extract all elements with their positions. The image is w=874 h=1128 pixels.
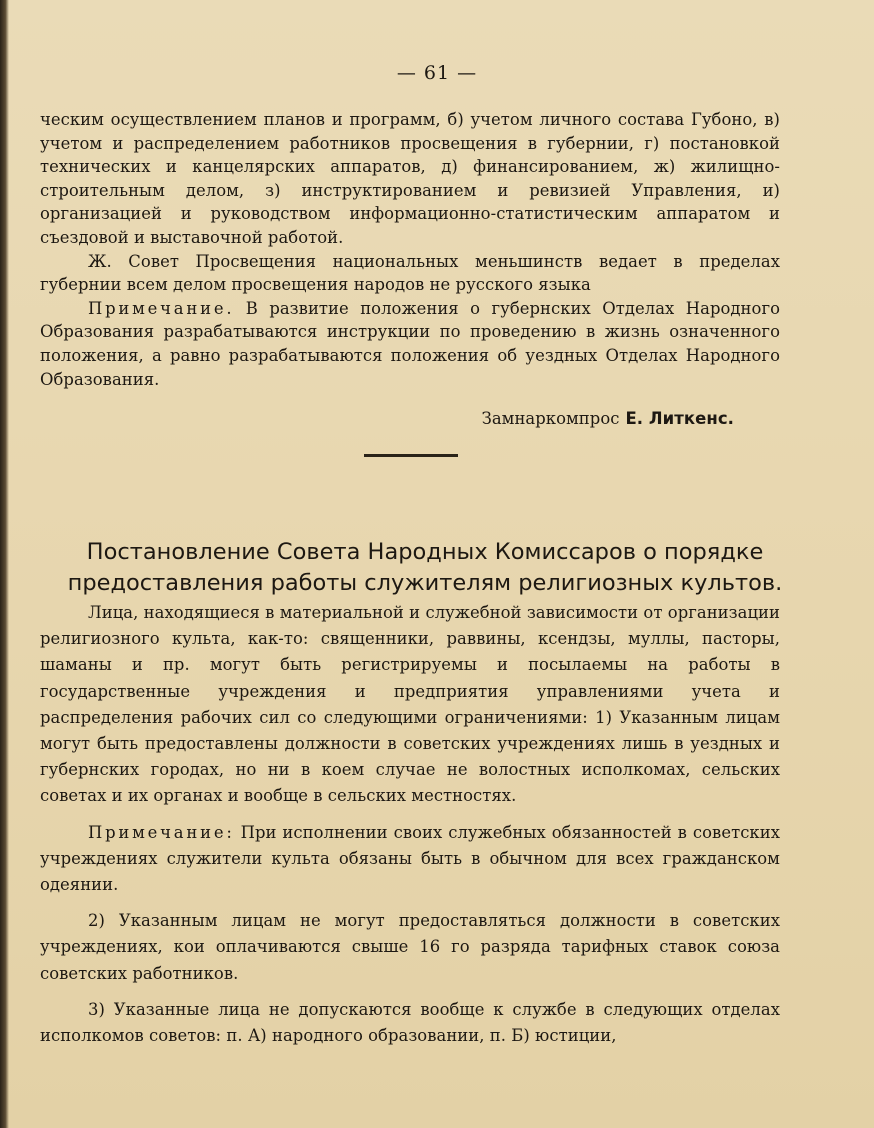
signature	[40, 407, 780, 431]
section-divider	[364, 454, 458, 457]
decree-note-label: Примечание:	[88, 822, 235, 842]
page-number: — 61 —	[396, 62, 478, 84]
note-paragraph	[40, 297, 780, 391]
decree-paragraph-1: Лица, находящиеся в материальной и служебной зависимости от организации религиозного культа, как-то: священники, раввины, ксендзы, муллы, пасторы, шаманы и пр. могут быть регистрируемы и посылаемы на работы в государственные учреждения и предприятия управлениями учета и распределения рабочих сил со следующими ограничениями: 1) Указанным лицам могут быть предоставлены должности в советских учреждениях лишь в уездных и губернских городах, но ни в коем случае не волостных исполкомах, сельских советах и их органах и вообще в сельских местностях.	[40, 603, 780, 806]
note-label: Примечание.	[88, 298, 235, 318]
signature-title: Замнаркомпрос	[481, 409, 620, 429]
paragraph-national-minorities: Ж. Совет Просвещения национальных меньшинств ведает в пределах губернии всем делом просвещения народов не русского языка	[40, 251, 780, 295]
signature-name: Е. Литкенс.	[625, 409, 734, 429]
decree-paragraph-3: 3) Указанные лица не допускаются вообще к службе в следующих отделах исполкомов советов: п. А) народного образовании, п. Б) юстиции,	[40, 999, 780, 1046]
decree-note	[40, 820, 780, 899]
top-text-block	[40, 108, 780, 431]
decree-heading: Постановление Совета Народных Комиссаров о порядке предоставления работы служителям религиозных культов.	[67, 538, 783, 596]
book-spine-shadow	[0, 0, 9, 1128]
note-text: В развитие положения о губернских Отделах Народного Образования разрабатываются инструкции по проведению в жизнь означенного положения, а равно разрабатываются положения об уездных Отделах Народного Образования.	[40, 298, 780, 389]
paragraph-continued: ческим осуществлением планов и программ, б) учетом личного состава Губоно, в) учетом и распределением работников просвещения в губернии, г) постановкой технических и канцелярских аппаратов, д) финансированием, ж) жилищно-строительным делом, з) инструктированием и ревизией Управления, и) организацией и руководством информационно-статистическим аппаратом и съездовой и выставочной работой.	[40, 110, 780, 247]
decree-note-text: При исполнении своих служебных обязанностей в советских учреждениях служители культа обязаны быть в обычном для всех гражданском одеянии.	[40, 822, 780, 895]
decree-body	[40, 600, 780, 1049]
decree-paragraph-2: 2) Указанным лицам не могут предоставляться должности в советских учреждениях, кои оплачиваются свыше 16 го разряда тарифных ставок союза советских работников.	[40, 911, 780, 983]
